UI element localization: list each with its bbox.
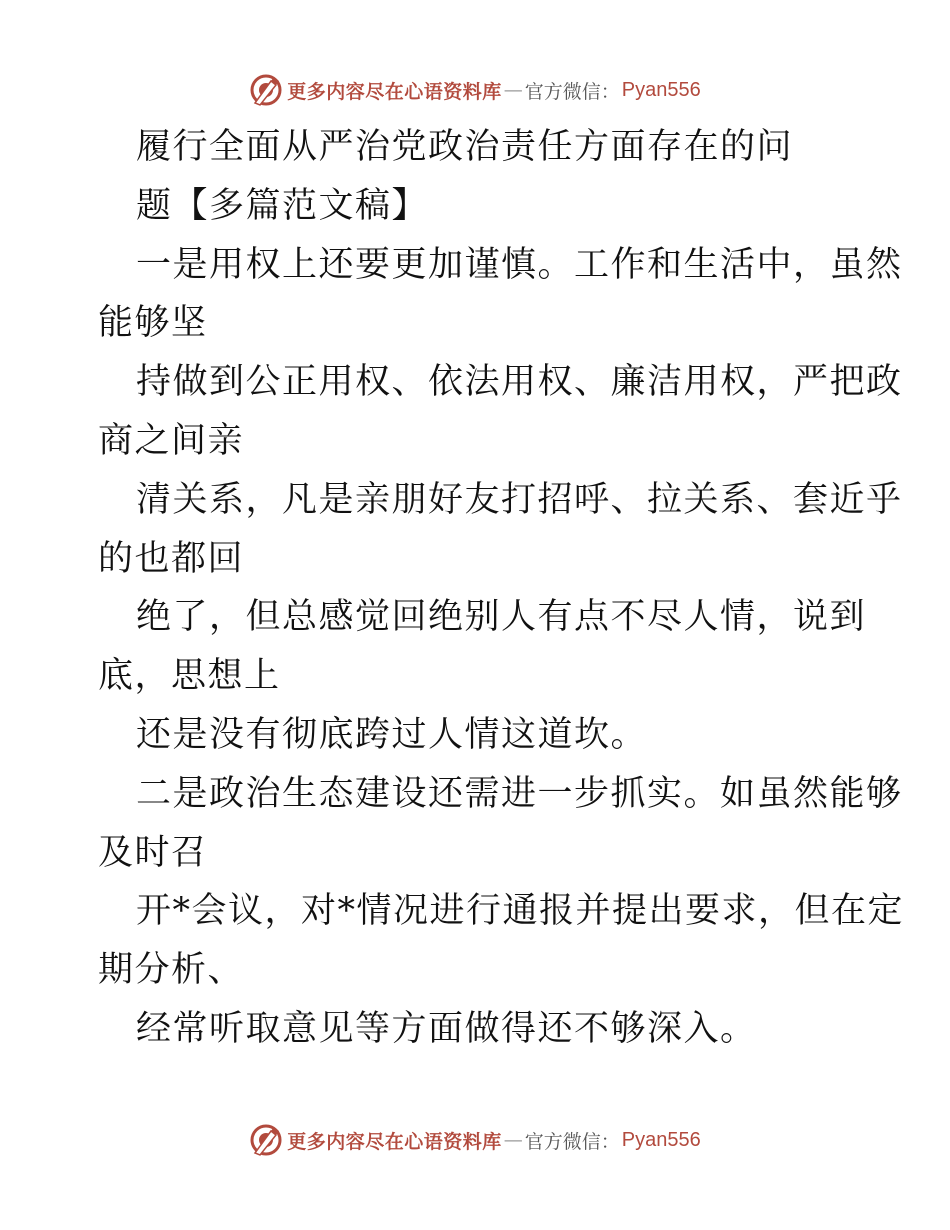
paragraph-line: 能够坚 <box>98 303 208 344</box>
footer-dash: — <box>503 1129 523 1151</box>
paragraph-line: 还是没有彻底跨过人情这道坎。 <box>136 714 648 755</box>
header-banner <box>0 70 950 110</box>
title-line-1: 履行全面从严治党政治责任方面存在的问 <box>136 127 794 167</box>
paragraph-line: 经常听取意见等方面做得还不够深入。 <box>136 1008 757 1049</box>
paragraph-line: 清关系，凡是亲朋好友打招呼、拉关系、套近乎 <box>136 479 903 520</box>
header-wechat-account: Pyan556 <box>621 78 701 101</box>
header-brand-text: 更多内容尽在心语资料库 <box>287 80 502 103</box>
title-line-2: 题【多篇范文稿】 <box>136 185 429 226</box>
pen-logo-icon <box>249 1123 283 1157</box>
footer-wechat-account: Pyan556 <box>621 1128 701 1151</box>
paragraph-line: 开*会议，对*情况进行通报并提出要求，但在定 <box>136 891 905 932</box>
paragraph-line: 商之间亲 <box>98 420 245 461</box>
header-wechat-label: 官方微信： <box>524 80 620 103</box>
paragraph-line: 底，思想上 <box>98 656 281 697</box>
header-dash: — <box>503 79 523 101</box>
footer-wechat-label: 官方微信： <box>524 1130 620 1153</box>
paragraph-line: 绝了，但总感觉回绝别人有点不尽人情，说到 <box>136 597 867 638</box>
document-body <box>98 118 905 1059</box>
paragraph-line: 一是用权上还要更加谨慎。工作和生活中，虽然 <box>136 244 903 285</box>
footer-brand-text: 更多内容尽在心语资料库 <box>287 1130 502 1153</box>
paragraph-line: 期分析、 <box>98 950 245 991</box>
paragraph-line: 二是政治生态建设还需进一步抓实。如虽然能够 <box>136 773 903 814</box>
paragraph-line: 的也都回 <box>98 538 245 579</box>
paragraph-line: 持做到公正用权、依法用权、廉洁用权，严把政 <box>136 362 903 403</box>
pen-logo-icon <box>249 73 283 107</box>
paragraph-line: 及时召 <box>98 832 208 873</box>
footer-banner <box>0 1120 950 1160</box>
